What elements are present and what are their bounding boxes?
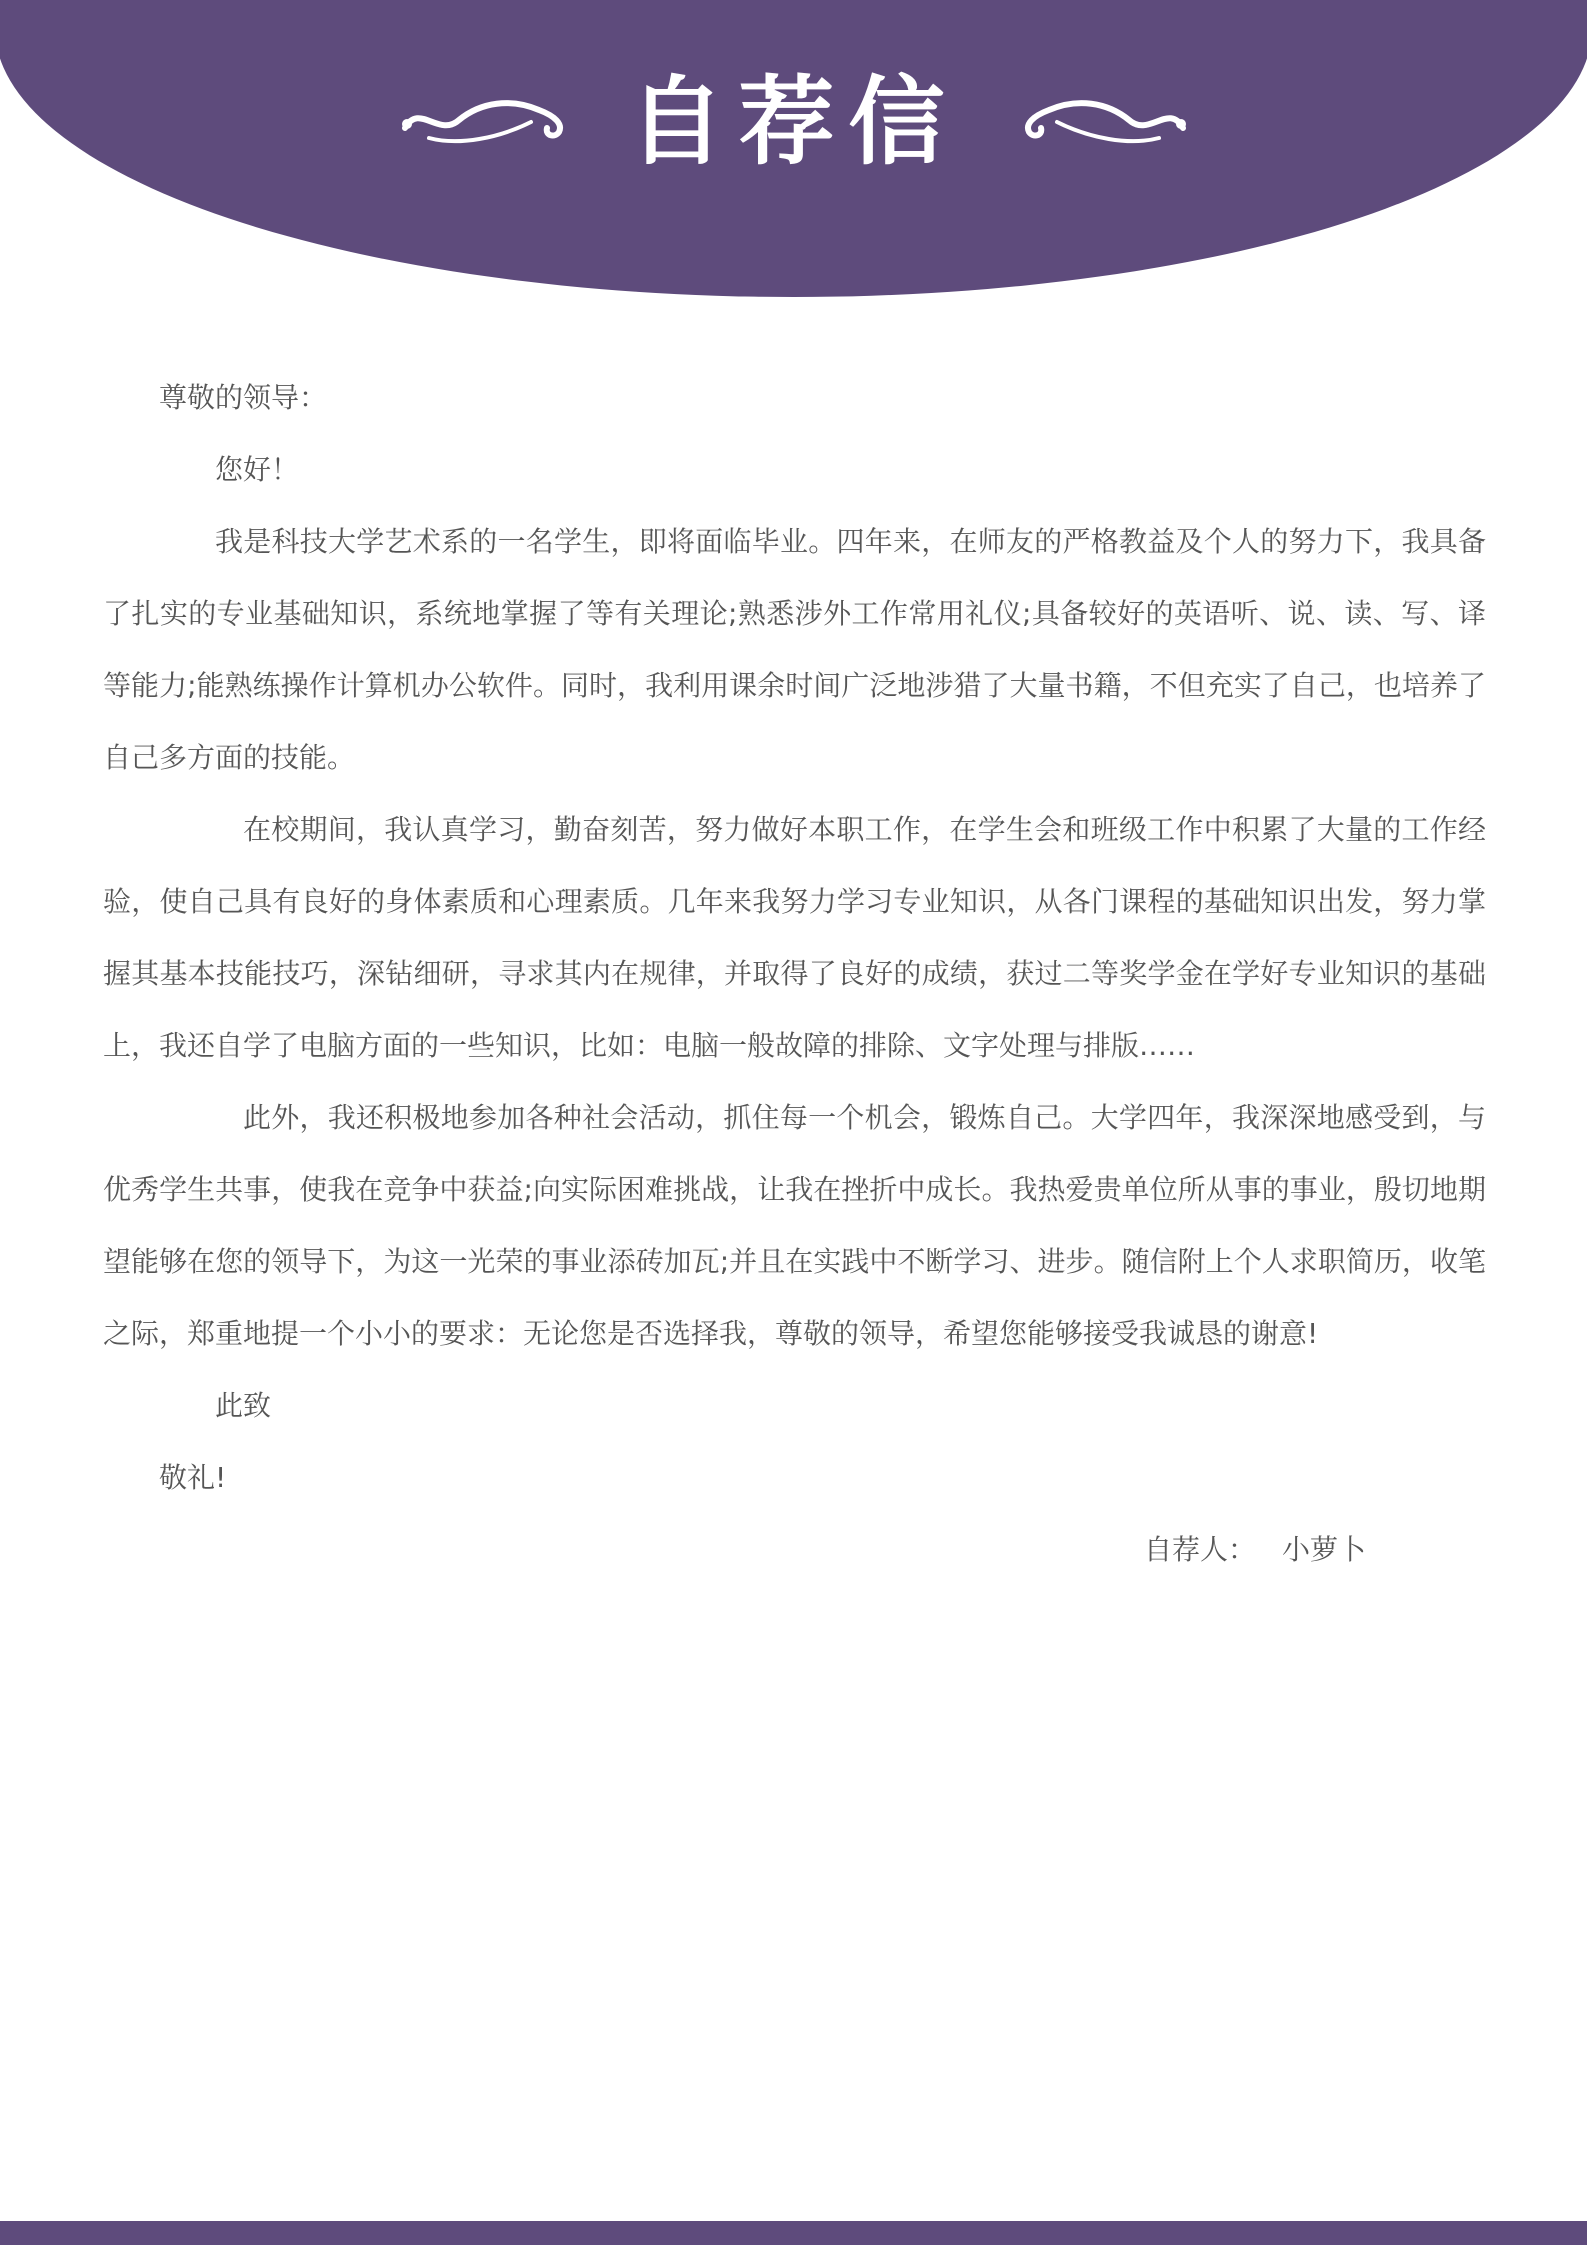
signature (103, 1514, 1486, 1586)
closing-line-1: 此致 (215, 1389, 272, 1422)
closing-line-2: 敬礼! (159, 1461, 227, 1494)
flourish-right-icon (1019, 94, 1189, 150)
title-row (0, 62, 1587, 182)
signature-label: 自荐人： (1143, 1533, 1256, 1566)
paragraph-2: 在校期间，我认真学习，勤奋刻苦，努力做好本职工作，在学生会和班级工作中积累了大量的工作经验，使自己具有良好的身体素质和心理素质。几年来我努力学习专业知识，从各门课程的基础知识出发，努力掌握其基本技能技巧，深钻细研，寻求其内在规律，并取得了良好的成绩，获过二等奖学金在学好专业知识的基础上，我还自学了电脑方面的一些知识，比如：电脑一般故障的排除、文字处理与排版…… (103, 813, 1486, 1062)
greeting: 您好！ (215, 453, 300, 486)
flourish-left-icon (399, 94, 569, 150)
paragraph-1: 我是科技大学艺术系的一名学生，即将面临毕业。四年来，在师友的严格教益及个人的努力下，我具备了扎实的专业基础知识，系统地掌握了等有关理论;熟悉涉外工作常用礼仪;具备较好的英语听、说、读、写、译等能力;能熟练操作计算机办公软件。同时，我利用课余时间广泛地涉猎了大量书籍，不但充实了自己，也培养了自己多方面的技能。 (103, 525, 1486, 774)
header-banner-top (0, 0, 1587, 30)
footer-bar (0, 2221, 1587, 2245)
letter-body (103, 362, 1486, 1586)
page-title: 自荐信 (628, 66, 959, 178)
salutation: 尊敬的领导： (159, 381, 328, 414)
signature-name: 小萝卜 (1281, 1533, 1366, 1566)
paragraph-3: 此外，我还积极地参加各种社会活动，抓住每一个机会，锻炼自己。大学四年，我深深地感受到，与优秀学生共事，使我在竞争中获益;向实际困难挑战，让我在挫折中成长。我热爱贵单位所从事的事业，殷切地期望能够在您的领导下，为这一光荣的事业添砖加瓦;并且在实践中不断学习、进步。随信附上个人求职简历，收笔之际，郑重地提一个小小的要求：无论您是否选择我，尊敬的领导，希望您能够接受我诚恳的谢意! (103, 1101, 1486, 1350)
